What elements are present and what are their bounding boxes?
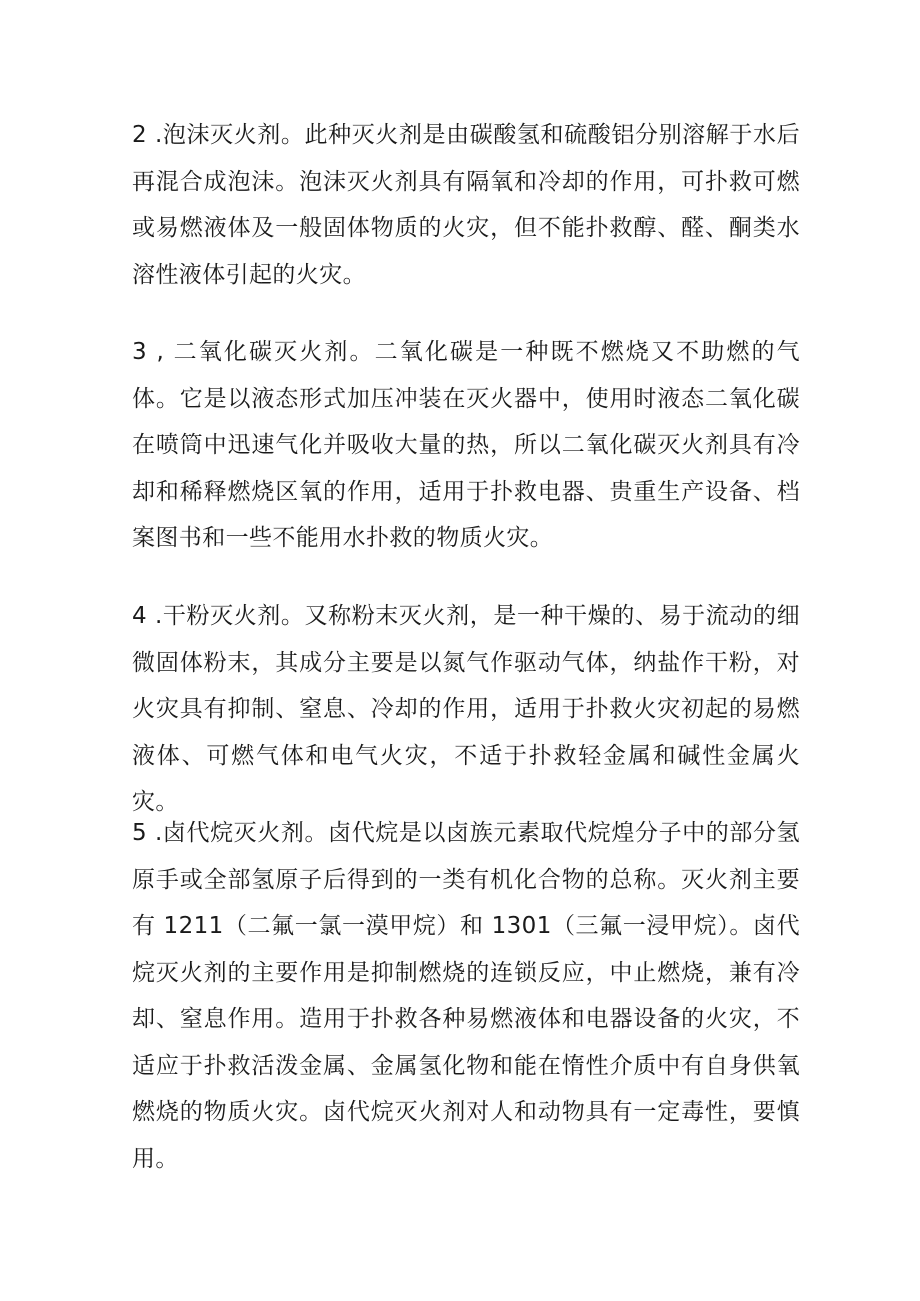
- paragraph-carbon-dioxide-extinguishing-agent: 3 , 二氧化碳灭火剂。二氧化碳是一种既不燃烧又不助燃的气体。它是以液态形式加压冲装在灭火器中，使用时液态二氧化碳在喷筒中迅速气化并吸收大量的热，所以二氧化碳灭火剂具有冷却和稀释燃烧区氧的作用，适用于扑救电器、贵重生产设备、档案图书和一些不能用水扑救的物质火灾。: [132, 339, 800, 551]
- paragraph-halon-extinguishing-agent: 5 .卤代烷灭火剂。卤代烷是以卤族元素取代烷煌分子中的部分氢原手或全部氢原子后得到的一类有机化合物的总称。灭火剂主要有 1211（二氟一氯一漠甲烷）和 1301（三氟一浸甲烷）。卤代烷灭火剂的主要作用是抑制燃烧的连锁反应，中止燃烧，兼有冷却、窒息作用。造用于扑救各种易燃液体和电器设备的火灾，不适应于扑救活泼金属、金属氢化物和能在惰性介质中有自身供氧燃烧的物质火灾。卤代烷灭火剂对人和动物具有一定毒性，要慎用。: [132, 820, 800, 1172]
- paragraph-foam-extinguishing-agent: 2 .泡沫灭火剂。此种灭火剂是由碳酸氢和硫酸铝分别溶解于水后再混合成泡沫。泡沫灭火剂具有隔氧和冷却的作用，可扑救可燃或易燃液体及一般固体物质的火灾，但不能扑救醇、醛、酮类水溶性液体引起的火灾。: [132, 122, 800, 288]
- paragraph-dry-powder-extinguishing-agent: 4 .干粉灭火剂。又称粉末灭火剂，是一种干燥的、易于流动的细微固体粉末，其成分主要是以氮气作驱动气体，纳盐作干粉，对火灾具有抑制、窒息、冷却的作用，适用于扑救火灾初起的易燃液体、可燃气体和电气火灾，不适于扑救轻金属和碱性金属火灾。: [132, 603, 800, 815]
